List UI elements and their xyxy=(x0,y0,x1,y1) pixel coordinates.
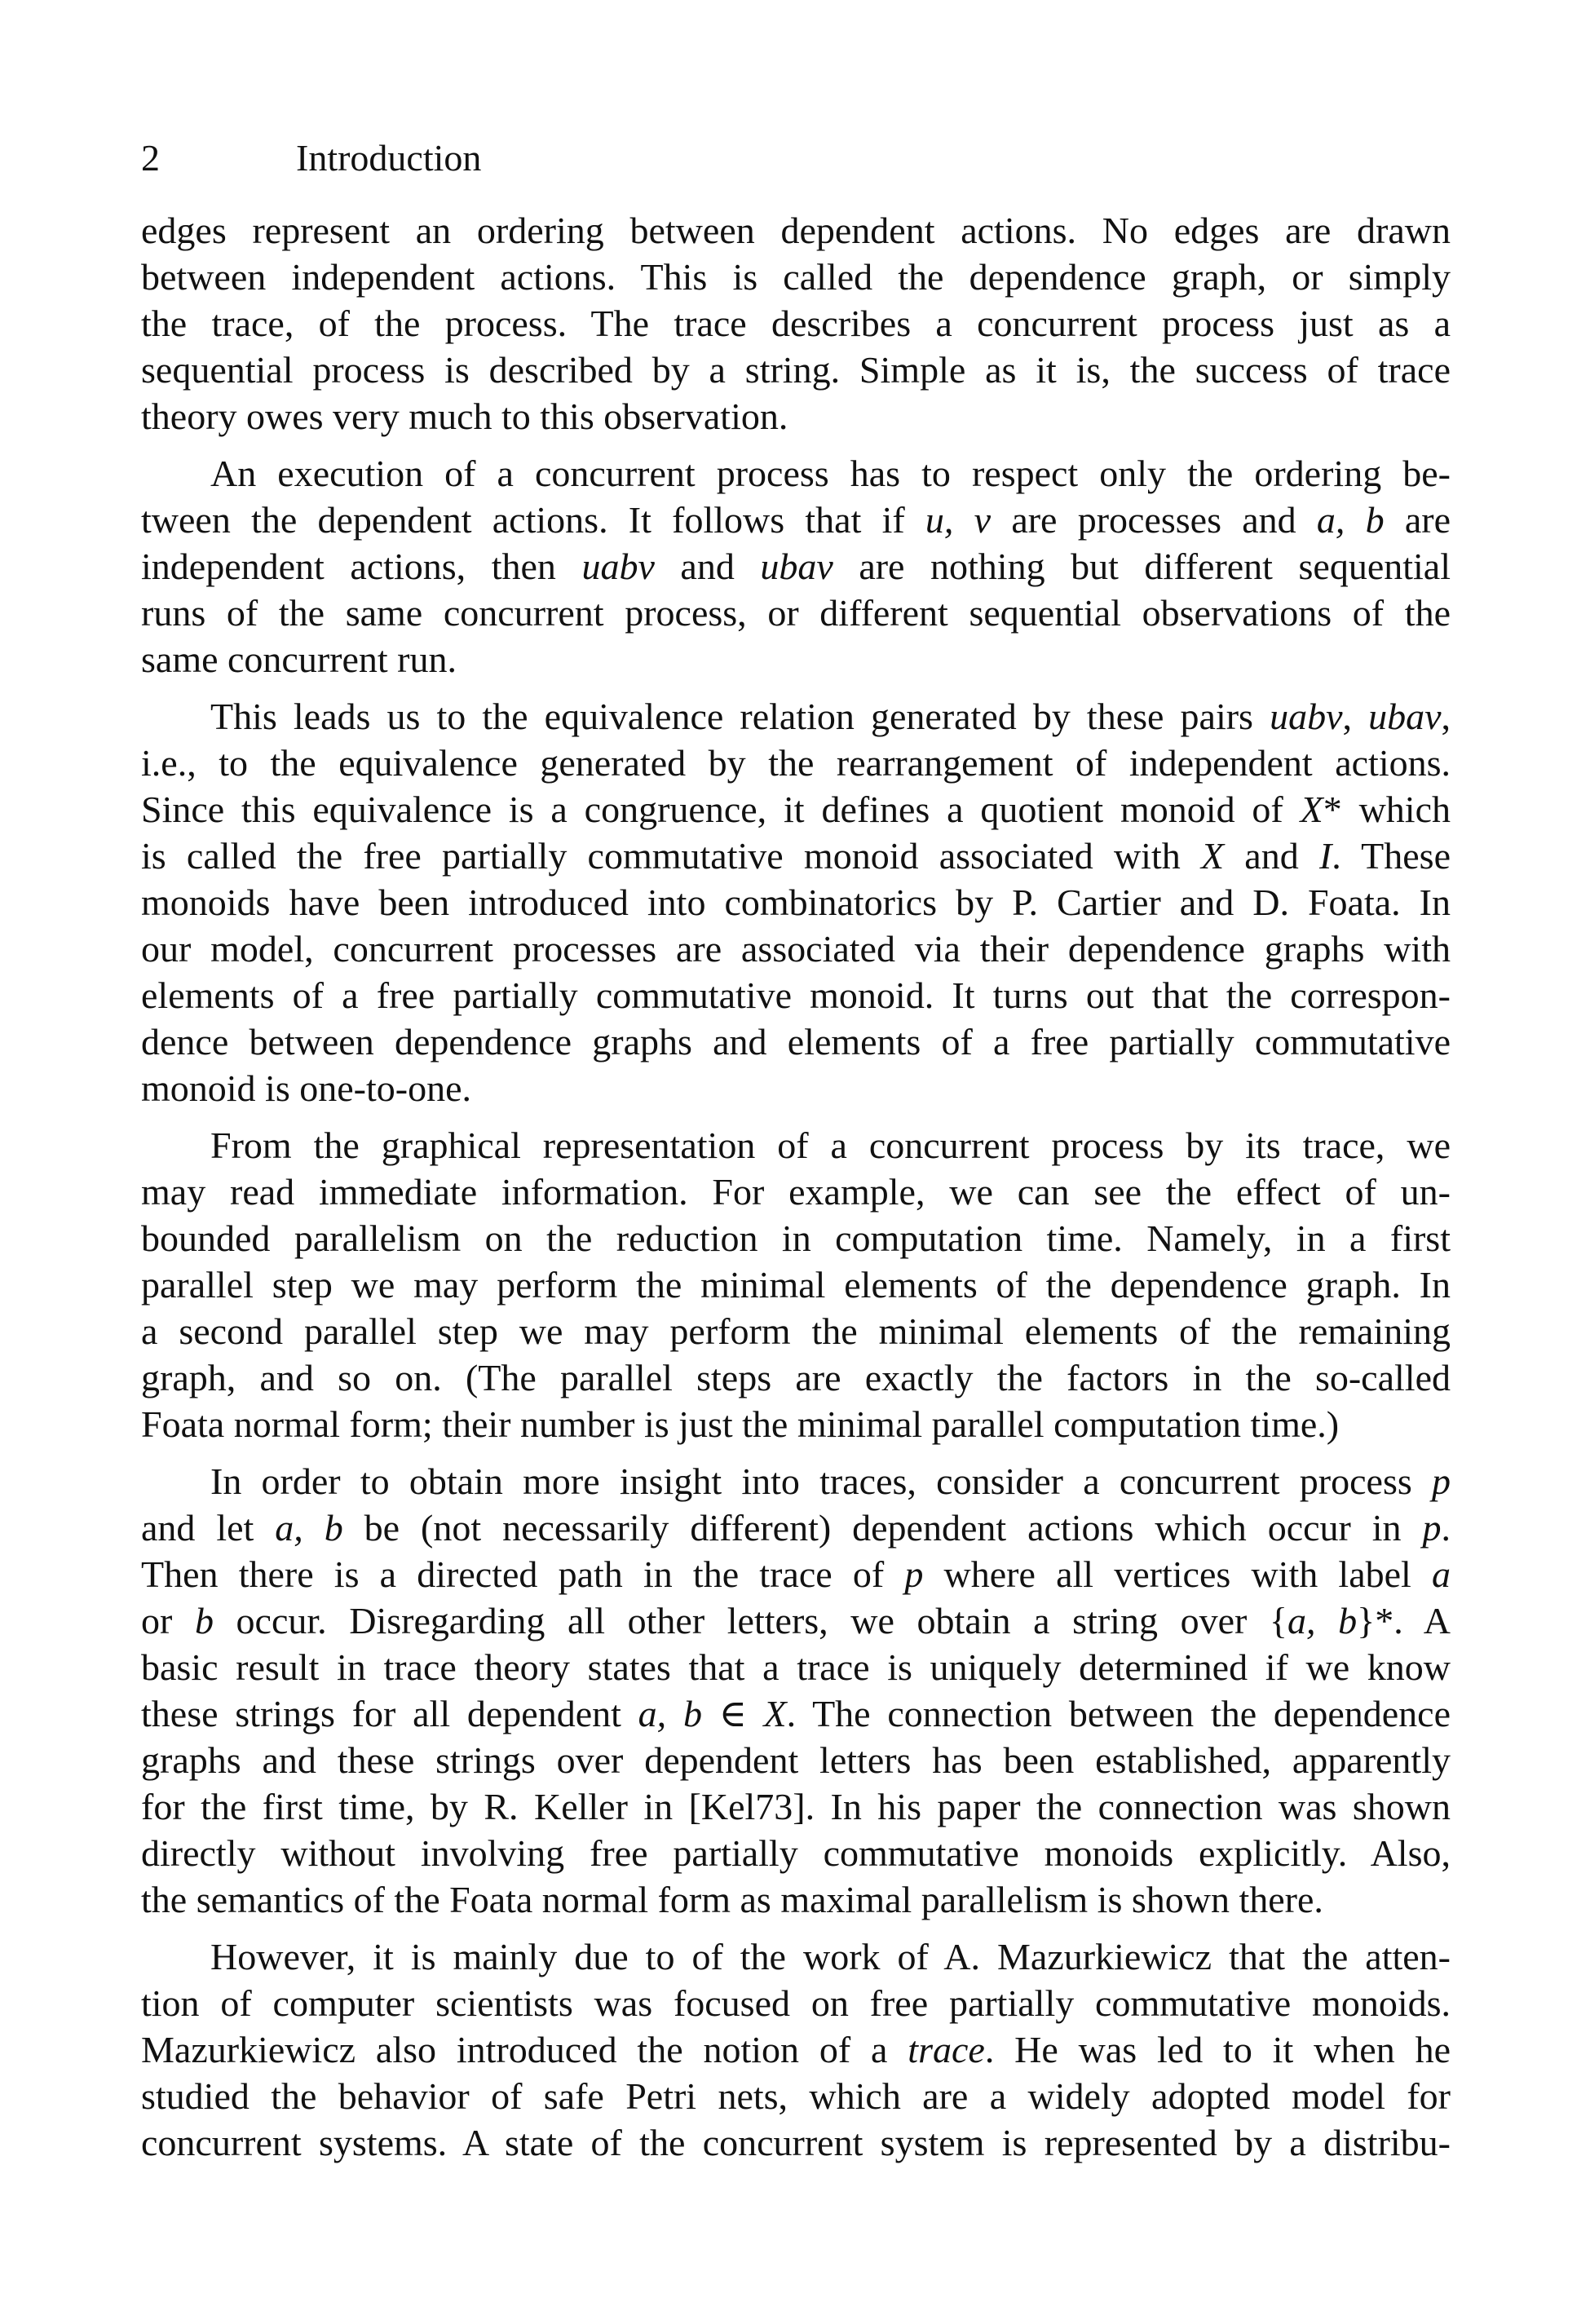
text-line: edges represent an ordering between dependent actions. No edges are drawn xyxy=(141,210,1451,251)
text-line: This leads us to the equivalence relation generated by these pairs uabv, ubav, xyxy=(210,696,1451,737)
running-head xyxy=(141,135,1451,181)
paragraph xyxy=(141,207,1451,440)
page-number: 2 xyxy=(141,137,160,179)
text-line: a second parallel step we may perform the minimal elements of the remaining xyxy=(141,1310,1451,1352)
text-line: may read immediate information. For example, we can see the effect of un- xyxy=(141,1171,1451,1213)
text-line: independent actions, then uabv and ubav are nothing but different sequential xyxy=(141,546,1451,587)
body-text xyxy=(141,207,1451,2166)
text-line: studied the behavior of safe Petri nets, which are a widely adopted model for xyxy=(141,2075,1451,2117)
text-line: tion of computer scientists was focused on free partially commutative monoids. xyxy=(141,1982,1451,2024)
text-line: concurrent systems. A state of the concurrent system is represented by a distribu- xyxy=(141,2122,1451,2163)
text-line: sequential process is described by a string. Simple as it is, the success of trace xyxy=(141,349,1451,391)
text-line: tween the dependent actions. It follows that if u, v are processes and a, b are xyxy=(141,499,1451,541)
text-line: From the graphical representation of a concurrent process by its trace, we xyxy=(210,1124,1451,1166)
paragraph xyxy=(141,1933,1451,2166)
text-line: Foata normal form; their number is just the minimal parallel computation time.) xyxy=(141,1403,1340,1445)
text-line: for the first time, by R. Keller in [Kel73]. In his paper the connection was shown xyxy=(141,1786,1451,1827)
text-line: parallel step we may perform the minimal elements of the dependence graph. In xyxy=(141,1264,1451,1306)
chapter-title: Introduction xyxy=(296,137,482,179)
text-line: same concurrent run. xyxy=(141,638,457,680)
text-line: monoid is one-to-one. xyxy=(141,1067,471,1109)
text-line: theory owes very much to this observation. xyxy=(141,395,788,437)
text-line: Mazurkiewicz also introduced the notion of a trace. He was led to it when he xyxy=(141,2029,1451,2070)
text-line: In order to obtain more insight into traces, consider a concurrent process p xyxy=(210,1460,1451,1502)
text-line: these strings for all dependent a, b ∈ X. The connection between the dependence xyxy=(141,1693,1451,1734)
paragraph xyxy=(141,1458,1451,1923)
text-line: graph, and so on. (The parallel steps are exactly the factors in the so-called xyxy=(141,1357,1451,1398)
text-line: i.e., to the equivalence generated by the rearrangement of independent actions. xyxy=(141,742,1451,784)
text-line: dence between dependence graphs and elements of a free partially commutative xyxy=(141,1021,1451,1063)
text-line: graphs and these strings over dependent letters has been established, apparently xyxy=(141,1739,1451,1781)
text-line: However, it is mainly due to of the work of A. Mazurkiewicz that the atten- xyxy=(210,1936,1451,1977)
text-line: the trace, of the process. The trace describes a concurrent process just as a xyxy=(141,303,1451,344)
paragraph xyxy=(141,693,1451,1111)
text-line: elements of a free partially commutative monoid. It turns out that the correspon- xyxy=(141,974,1451,1016)
text-line: our model, concurrent processes are associated via their dependence graphs with xyxy=(141,928,1451,970)
text-line: between independent actions. This is called the dependence graph, or simply xyxy=(141,256,1451,298)
text-line: runs of the same concurrent process, or different sequential observations of the xyxy=(141,592,1451,634)
paragraph xyxy=(141,450,1451,683)
text-line: Then there is a directed path in the trace of p where all vertices with label a xyxy=(141,1553,1451,1595)
text-line: bounded parallelism on the reduction in computation time. Namely, in a first xyxy=(141,1217,1451,1259)
paragraph xyxy=(141,1122,1451,1447)
text-line: directly without involving free partially commutative monoids explicitly. Also, xyxy=(141,1832,1451,1874)
text-line: monoids have been introduced into combinatorics by P. Cartier and D. Foata. In xyxy=(141,881,1451,923)
text-line: the semantics of the Foata normal form as maximal parallelism is shown there. xyxy=(141,1879,1323,1920)
book-page xyxy=(141,135,1451,2176)
text-line: basic result in trace theory states that a trace is uniquely determined if we know xyxy=(141,1646,1451,1688)
text-line: or b occur. Disregarding all other letters, we obtain a string over {a, b}*. A xyxy=(141,1600,1451,1641)
text-line: and let a, b be (not necessarily different) dependent actions which occur in p. xyxy=(141,1507,1451,1549)
text-line: An execution of a concurrent process has to respect only the ordering be- xyxy=(210,453,1451,494)
text-line: Since this equivalence is a congruence, it defines a quotient monoid of X* which xyxy=(141,789,1451,830)
text-line: is called the free partially commutative monoid associated with X and I. These xyxy=(141,835,1451,877)
